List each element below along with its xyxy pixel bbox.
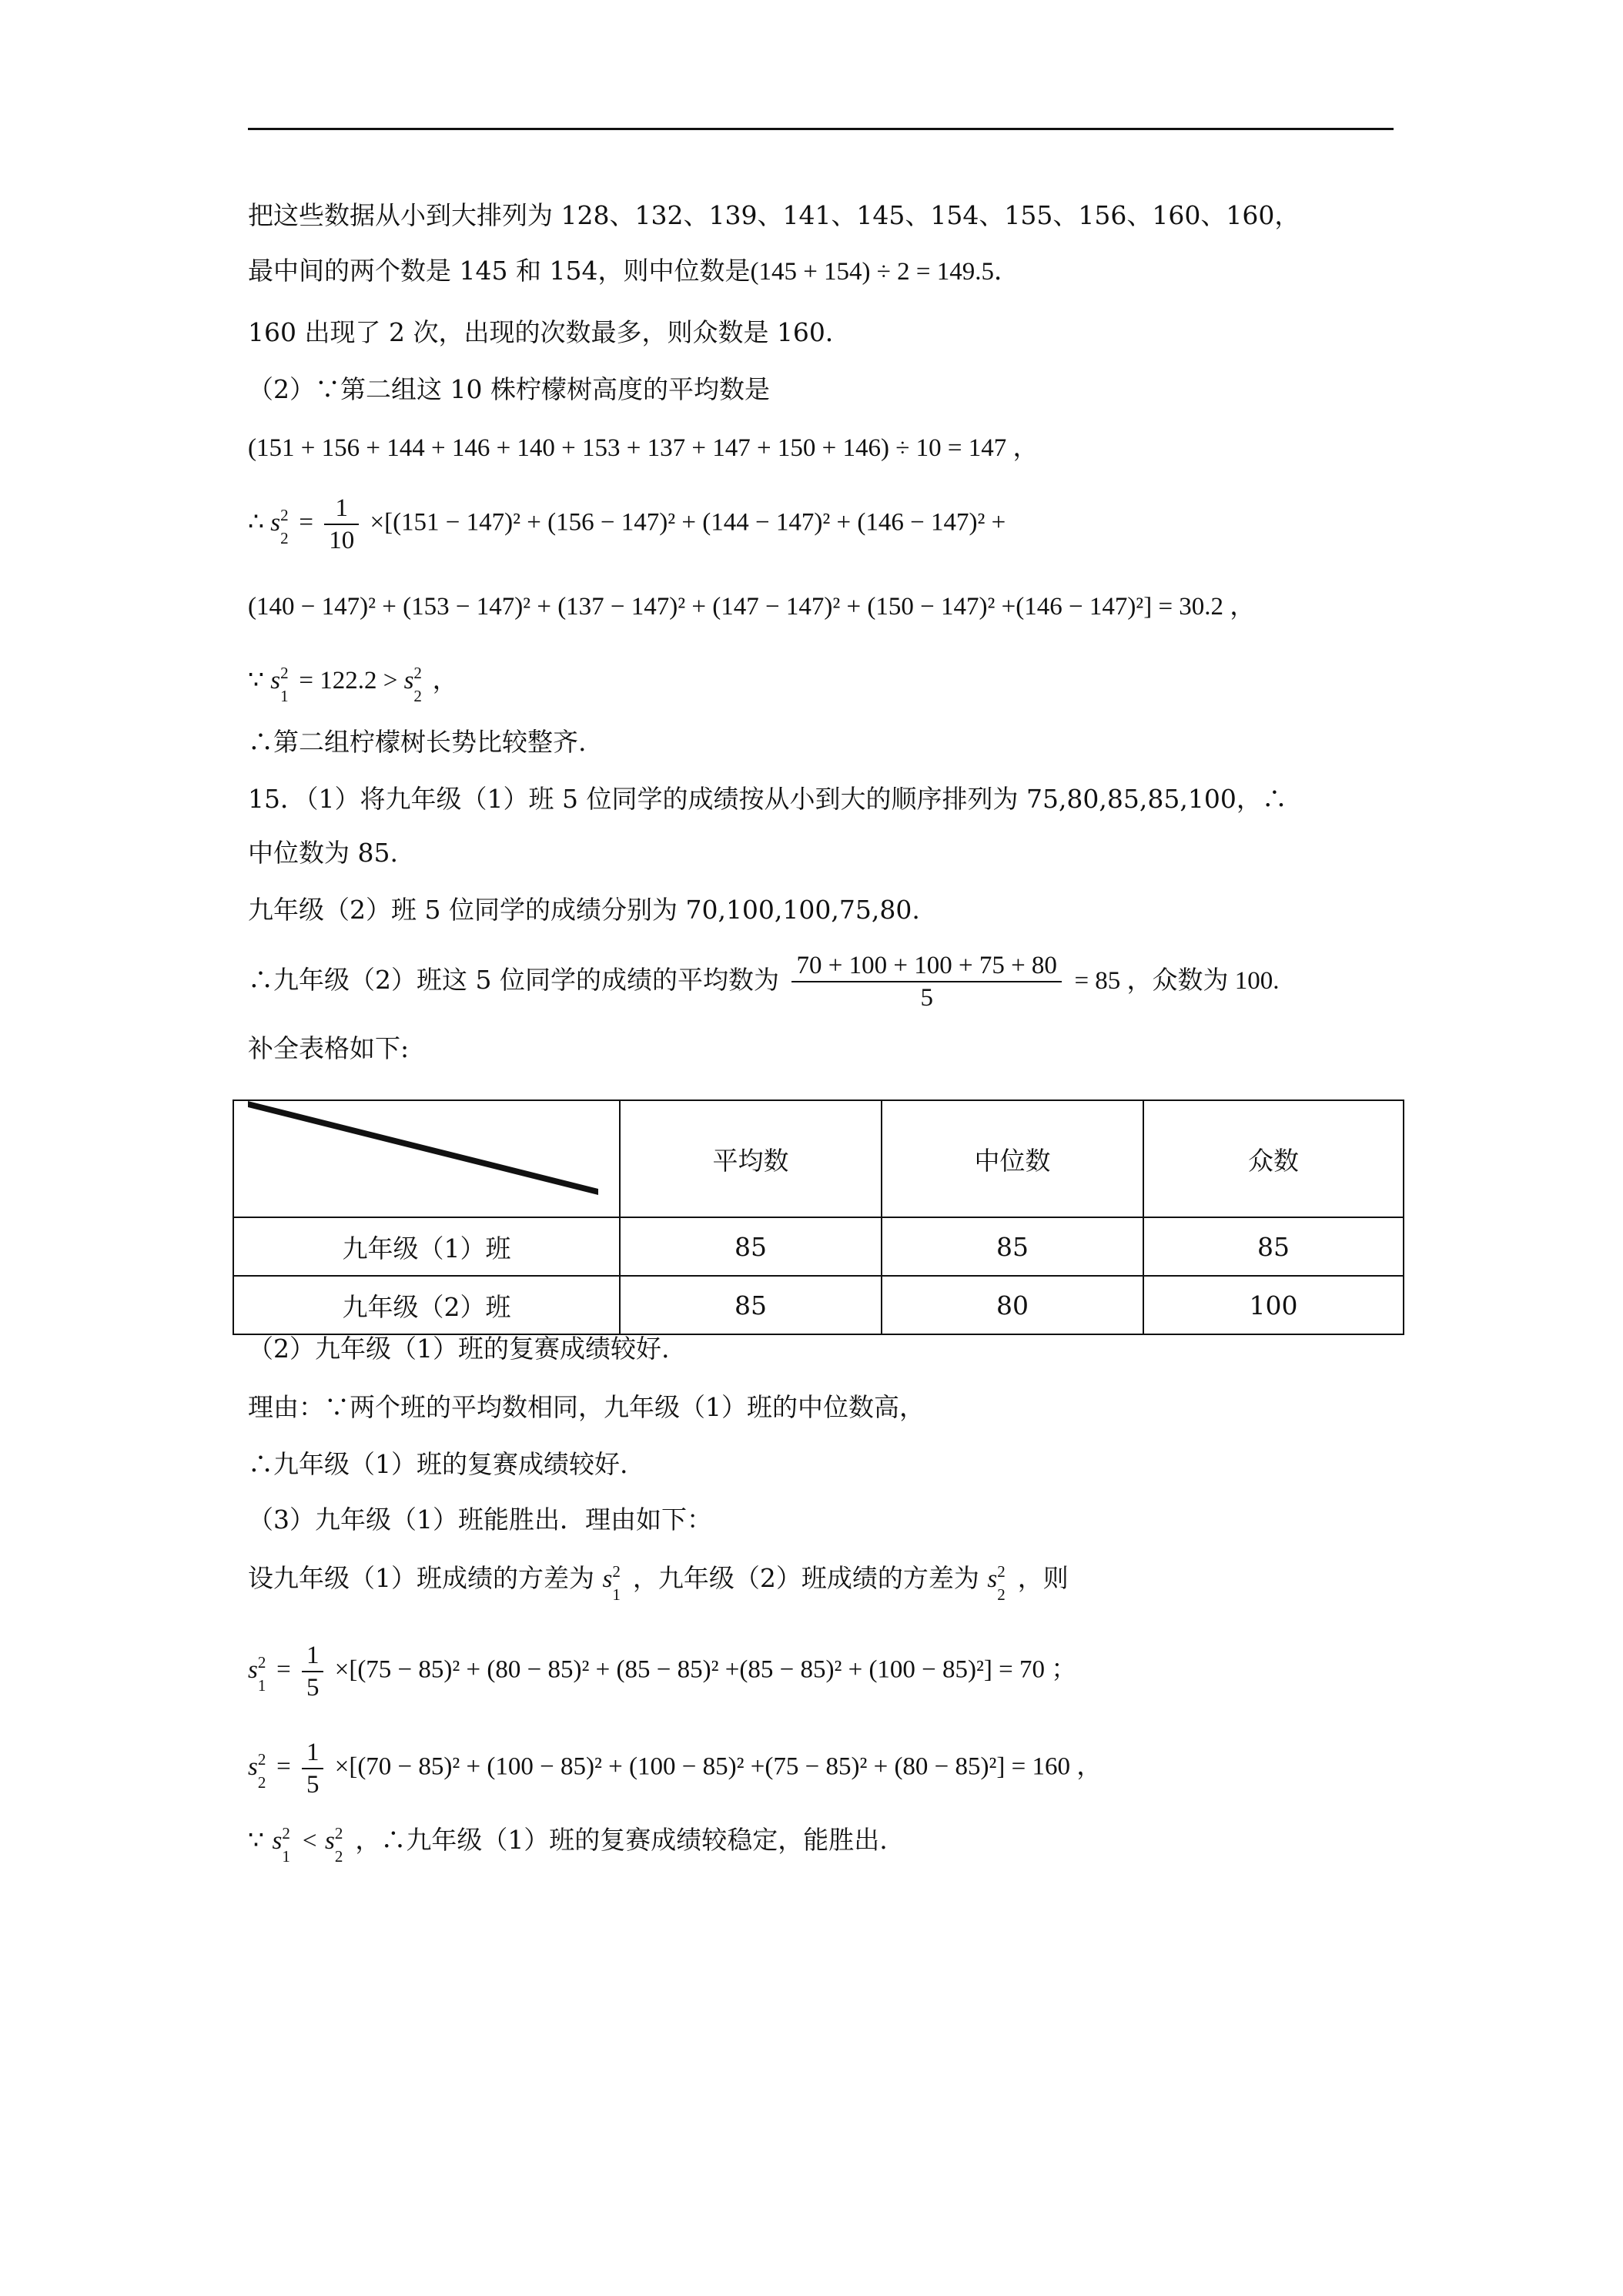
text-conclusion-1: ∴第二组柠檬树长势比较整齐. <box>248 727 587 757</box>
table-cell: 85 <box>620 1276 882 1334</box>
table-cell: 85 <box>882 1217 1143 1276</box>
table-cell: 85 <box>1143 1217 1404 1276</box>
formula-mean: (151 + 156 + 144 + 146 + 140 + 153 + 137 + 147 + 150 + 146) ÷ 10 = 147 ， <box>248 434 1039 462</box>
table-diagonal-line <box>248 1101 602 1209</box>
fraction: $\frac{1}{5}$ <box>302 1737 324 1800</box>
text-variance-def: 设九年级（1）班成绩的方差为 s 2 1 ，九年级（2）班成绩的方差为 s 2 2 ，则 <box>248 1562 1069 1604</box>
text-q15-class2-mean: ∴九年级（2）班这 5 位同学的成绩的平均数为 $\frac{70 + 100 + 100 + 75 + 80}{5}$ = 85 ，众数为 100. <box>248 952 1280 1012</box>
text-part3: （3）九年级（1）班能胜出．理由如下： <box>248 1504 712 1535</box>
table-header-cell: 中位数 <box>882 1100 1143 1217</box>
table-cell: 100 <box>1143 1276 1404 1334</box>
fraction: $\frac{1}{10}$ <box>324 493 359 556</box>
table-row <box>233 1276 1404 1334</box>
formula-compare: ∵ s 2 1 = 122.2 > s 2 2 ， <box>248 664 458 705</box>
text-table-intro: 补全表格如下: <box>248 1033 410 1063</box>
text-line-mode: 160 出现了 2 次，出现的次数最多，则众数是 160． <box>248 317 851 347</box>
text-q15-class2-scores: 九年级（2）班 5 位同学的成绩分别为 70,100,100,75,80. <box>248 895 920 925</box>
text-reason: 理由：∵两个班的平均数相同，九年级（1）班的中位数高， <box>248 1392 925 1422</box>
text-line-median: 最中间的两个数是 145 和 154，则中位数是(145 + 154) ÷ 2 = 149.5． <box>248 256 1020 286</box>
table-row-label: 九年级（1）班 <box>233 1217 620 1276</box>
table-cell: 80 <box>882 1276 1143 1334</box>
text-line-group2-mean: （2）∵第二组这 10 株柠檬树高度的平均数是 <box>248 374 770 404</box>
formula-s2: s 2 2 = $\frac{1}{5}$ ×[(70 − 85)² + (100 − 85)² + (100 − 85)² +(75 − 85)² + (80 − 85)²] = 160 ， <box>248 1739 1103 1799</box>
text-q15-part1: 15．（1）将九年级（1）班 5 位同学的成绩按从小到大的顺序排列为 75,80,85,85,100，∴ <box>248 784 1287 814</box>
text-q15-median: 中位数为 85. <box>248 838 398 868</box>
table-header-cell: 平均数 <box>620 1100 882 1217</box>
table-header-cell: 众数 <box>1143 1100 1404 1217</box>
formula-s1: s 2 1 = $\frac{1}{5}$ ×[(75 − 85)² + (80 − 85)² + (85 − 85)² +(85 − 85)² + (100 − 85)²] = 70 ； <box>248 1642 1077 1702</box>
text-line-sorted: 把这些数据从小到大排列为 128、132、139、141、145、154、155、156、160、160， <box>248 200 1300 230</box>
header-rule <box>248 128 1394 130</box>
table-row <box>233 1217 1404 1276</box>
text-final-conclusion: ∵ s 2 1 < s 2 2 ，∴九年级（1）班的复赛成绩较稳定，能胜出. <box>248 1824 888 1866</box>
formula-variance-2: (140 − 147)² + (153 − 147)² + (137 − 147)² + (147 − 147)² + (150 − 147)² +(146 − 147)²] = 30.2 ， <box>248 593 1256 621</box>
table-row-label: 九年级（2）班 <box>233 1276 620 1334</box>
fraction: $\frac{1}{5}$ <box>302 1640 324 1703</box>
fraction: $\frac{70 + 100 + 100 + 75 + 80}{5}$ <box>791 950 1061 1013</box>
formula-variance-1: ∴ s 2 2 = $\frac{1}{10}$ ×[(151 − 147)² + (156 − 147)² + (144 − 147)² + (146 − 147)² + <box>248 494 1006 554</box>
text-conclusion-2: ∴九年级（1）班的复赛成绩较好. <box>248 1449 628 1479</box>
table-cell: 85 <box>620 1217 882 1276</box>
text-part2: （2）九年级（1）班的复赛成绩较好. <box>248 1334 670 1364</box>
